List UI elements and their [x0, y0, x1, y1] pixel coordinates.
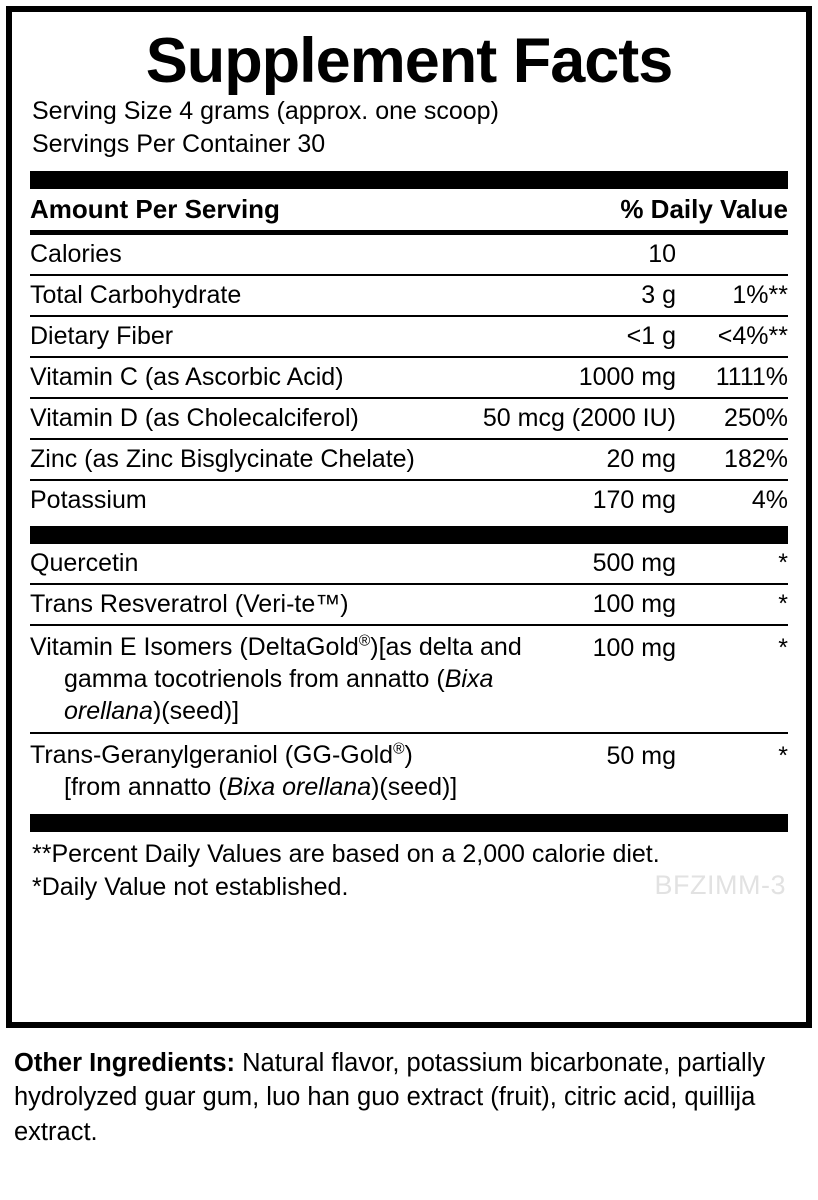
- ingredient-name-line2-post: )(seed)]: [371, 773, 458, 801]
- footnote-daily-value-not-established: *Daily Value not established.: [32, 872, 349, 901]
- header-amount-per-serving: Amount Per Serving: [30, 194, 280, 224]
- ingredient-daily-value: *: [676, 625, 788, 733]
- registered-mark: ®: [393, 740, 405, 758]
- ingredient-name: Trans Resveratrol (Veri-te™): [30, 584, 593, 625]
- divider-thick-middle: [30, 526, 788, 544]
- divider-thick-bottom: [30, 814, 788, 832]
- ingredient-amount: 100 mg: [593, 584, 676, 625]
- nutrient-daily-value: [676, 235, 788, 275]
- nutrient-amount: 50 mcg (2000 IU): [460, 398, 676, 439]
- serving-size-text: Serving Size 4 grams (approx. one scoop): [32, 97, 499, 125]
- page-title: Supplement Facts: [145, 26, 673, 96]
- nutrition-rows-primary: [30, 235, 788, 520]
- footnote-percent-daily-values: **Percent Daily Values are based on a 2,000 calorie diet.: [32, 840, 660, 868]
- nutrient-amount: <1 g: [460, 316, 676, 357]
- nutrient-daily-value: 1111%: [676, 357, 788, 398]
- ingredient-daily-value: *: [676, 733, 788, 808]
- ingredient-amount: 500 mg: [592, 549, 676, 577]
- registered-mark: ®: [358, 632, 371, 650]
- ingredient-name-line2-post: )(seed)]: [152, 697, 240, 725]
- table-row: [30, 357, 788, 398]
- table-row: [30, 316, 788, 357]
- ingredient-name-part1: Vitamin E Isomers (DeltaGold: [30, 633, 359, 661]
- nutrient-amount: 170 mg: [460, 480, 676, 520]
- divider-thick-top: [30, 171, 788, 189]
- table-row: [30, 480, 788, 520]
- nutrient-name: Dietary Fiber: [30, 316, 460, 357]
- nutrient-amount: 3 g: [460, 275, 676, 316]
- nutrient-daily-value: 182%: [676, 439, 788, 480]
- species-name: Bixa orellana: [64, 665, 494, 725]
- ingredient-name-line2-pre: [from annatto (: [64, 773, 227, 801]
- nutrient-daily-value: 1%**: [676, 275, 788, 316]
- nutrient-name: Calories: [30, 240, 122, 268]
- table-row: [30, 733, 788, 808]
- nutrient-name: Potassium: [30, 480, 460, 520]
- ingredient-name-part2: )[as delta and: [370, 633, 522, 661]
- nutrient-daily-value: 4%: [676, 480, 788, 520]
- ingredient-name: [30, 625, 593, 733]
- ingredient-name: [30, 733, 593, 808]
- footnotes: [30, 832, 788, 903]
- ingredient-amount: 100 mg: [593, 625, 676, 733]
- nutrient-name: Zinc (as Zinc Bisglycinate Chelate): [30, 439, 460, 480]
- header-daily-value: % Daily Value: [620, 194, 788, 224]
- ingredient-name-part2: ): [404, 741, 413, 769]
- supplement-facts-panel: [6, 6, 812, 1028]
- nutrient-name: Vitamin C (as Ascorbic Acid): [30, 357, 460, 398]
- table-row: [30, 275, 788, 316]
- ingredient-amount: 50 mg: [593, 733, 676, 808]
- species-name: Bixa orellana: [226, 773, 372, 801]
- table-row: [30, 439, 788, 480]
- other-ingredients-text: Natural flavor, potassium bicarbonate, partially hydrolyzed guar gum, luo han guo extract (fruit), citric acid, quillija extract.: [14, 1049, 766, 1146]
- nutrition-table: [30, 189, 788, 230]
- table-row: [30, 625, 788, 733]
- nutrient-amount: 1000 mg: [460, 357, 676, 398]
- nutrition-rows-secondary: [30, 544, 788, 808]
- nutrient-amount: 20 mg: [460, 439, 676, 480]
- table-row: [30, 235, 788, 275]
- other-ingredients: [6, 1046, 806, 1149]
- other-ingredients-label: Other Ingredients:: [14, 1049, 236, 1077]
- ingredient-name-part1: Trans-Geranylgeraniol (GG-Gold: [30, 741, 394, 769]
- nutrient-name: Total Carbohydrate: [30, 275, 460, 316]
- ingredient-daily-value: *: [778, 549, 788, 577]
- table-header-row: [30, 189, 788, 230]
- table-row: [30, 584, 788, 625]
- servings-per-container-text: Servings Per Container 30: [32, 130, 326, 158]
- ingredient-name: Quercetin: [30, 549, 139, 577]
- table-row: [30, 398, 788, 439]
- nutrient-daily-value: 250%: [676, 398, 788, 439]
- lot-code: BFZIMM-3: [654, 869, 786, 900]
- nutrient-daily-value: <4%**: [676, 316, 788, 357]
- ingredient-daily-value: *: [676, 584, 788, 625]
- ingredient-name-line2-pre: gamma tocotrienols from annatto (: [64, 665, 445, 693]
- nutrient-name: Vitamin D (as Cholecalciferol): [30, 398, 460, 439]
- nutrient-amount: 10: [648, 240, 676, 268]
- table-row: [30, 544, 788, 584]
